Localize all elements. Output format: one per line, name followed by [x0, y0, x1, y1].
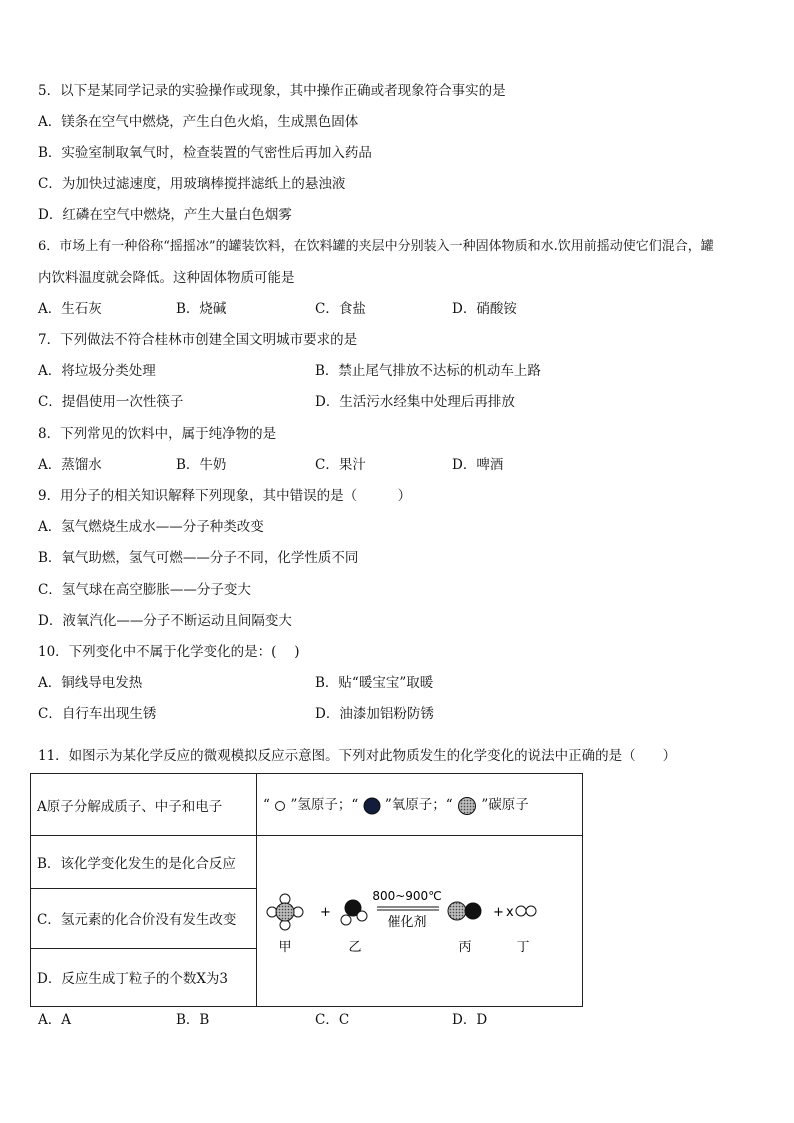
q10-stem: 10．下列变化中不属于化学变化的是：( ): [38, 644, 300, 660]
q11-legend: [257, 774, 583, 836]
q5-option-a: A．镁条在空气中燃烧，产生白色火焰，生成黑色固体: [38, 114, 359, 130]
q5-option-d: D．红磷在空气中燃烧，产生大量白色烟雾: [38, 207, 292, 223]
legend-oxygen-label: ”氧原子；“: [384, 797, 453, 814]
q6-option-a: A．生石灰: [38, 301, 102, 317]
q8-option-d: D．啤酒: [452, 457, 504, 473]
q5-stem: 5．以下是某同学记录的实验操作或现象，其中操作正确或者现象符合事实的是: [38, 83, 506, 99]
q11-option-a: A．A: [38, 1012, 71, 1028]
label-ding: 丁: [516, 940, 530, 955]
q8-option-a: A．蒸馏水: [38, 457, 102, 473]
q8-option-c: C．果汁: [315, 457, 366, 473]
methane-molecule: [267, 894, 303, 930]
condition-temperature: 800~900℃: [372, 889, 442, 903]
q7-stem: 7．下列做法不符合桂林市创建全国文明城市要求的是: [38, 332, 358, 348]
q8-stem: 8．下列常见的饮料中，属于纯净物的是: [38, 426, 277, 442]
q11-cell-a: A原子分解成质子、中子和电子: [31, 774, 257, 836]
plus-sign-1: +: [320, 905, 331, 920]
q7-option-c: C．提倡使用一次性筷子: [38, 394, 184, 410]
label-yi: 乙: [348, 940, 362, 955]
q11-table: [30, 773, 583, 1007]
q11-cell-b: B．该化学变化发生的是化合反应: [31, 836, 257, 889]
q6-stem-line2: 内饮料温度就会降低。这种固体物质可能是: [38, 270, 295, 286]
q11-cell-c: C．氢元素的化合价没有发生改变: [31, 889, 257, 948]
plus-sign-2: +: [493, 905, 504, 920]
q11-reaction-diagram: [257, 836, 583, 1007]
legend-carbon-label: ”碳原子: [481, 797, 529, 814]
q6-option-d: D．硝酸铵: [452, 301, 517, 317]
reaction-svg: [257, 836, 582, 1002]
q11-option-c: C．C: [315, 1012, 350, 1028]
q10-option-d: D．油漆加铝粉防锈: [315, 706, 434, 722]
q7-option-d: D．生活污水经集中处理后再排放: [315, 394, 515, 410]
q10-option-c: C．自行车出现生锈: [38, 706, 157, 722]
hydrogen-molecule: [516, 906, 536, 916]
q11-option-d: D．D: [452, 1012, 488, 1028]
condition-catalyst: 催化剂: [387, 915, 427, 930]
q6-option-b: B．烧碱: [176, 301, 227, 317]
carbon-atom-icon: [457, 796, 477, 816]
q9-option-a: A．氢气燃烧生成水——分子种类改变: [38, 519, 264, 535]
coefficient-x: x: [506, 905, 514, 920]
q10-option-a: A．铜线导电发热: [38, 675, 143, 691]
q9-option-c: C．氢气球在高空膨胀——分子变大: [38, 582, 251, 598]
q7-option-a: A．将垃圾分类处理: [38, 363, 156, 379]
hydrogen-atom-icon: [274, 800, 286, 812]
q7-option-b: B．禁止尾气排放不达标的机动车上路: [315, 363, 541, 379]
legend-hydrogen-label: ”氢原子；“: [290, 797, 359, 814]
q9-stem: 9．用分子的相关知识解释下列现象，其中错误的是（ ）: [38, 488, 412, 504]
legend-quote: “: [263, 797, 270, 814]
label-bing: 丙: [458, 940, 472, 955]
q6-option-c: C．食盐: [315, 301, 366, 317]
q10-option-b: B．贴“暖宝宝”取暖: [315, 675, 434, 691]
q11-option-b: B．B: [176, 1012, 210, 1028]
q11-cell-d: D．反应生成丁粒子的个数X为3: [31, 948, 257, 1006]
carbon-monoxide-molecule: [448, 902, 481, 920]
q6-stem-line1: 6．市场上有一种俗称“摇摇冰”的罐装饮料，在饮料罐的夹层中分别装入一种固体物质和水.饮用前摇动使它们混合，罐: [38, 239, 714, 254]
label-jia: 甲: [278, 940, 292, 955]
q9-option-d: D．液氧汽化——分子不断运动且间隔变大: [38, 613, 292, 629]
q5-option-b: B．实验室制取氧气时，检查装置的气密性后再加入药品: [38, 145, 372, 161]
water-molecule: [341, 900, 367, 925]
q8-option-b: B．牛奶: [176, 457, 227, 473]
q5-option-c: C．为加快过滤速度，用玻璃棒搅拌滤纸上的悬浊液: [38, 176, 346, 192]
q9-option-b: B．氧气助燃，氢气可燃——分子不同，化学性质不同: [38, 550, 359, 566]
oxygen-atom-icon: [363, 797, 381, 815]
q11-stem: 11．如图示为某化学反应的微观模拟反应示意图。下列对此物质发生的化学变化的说法中正确的是（ ）: [38, 748, 677, 764]
